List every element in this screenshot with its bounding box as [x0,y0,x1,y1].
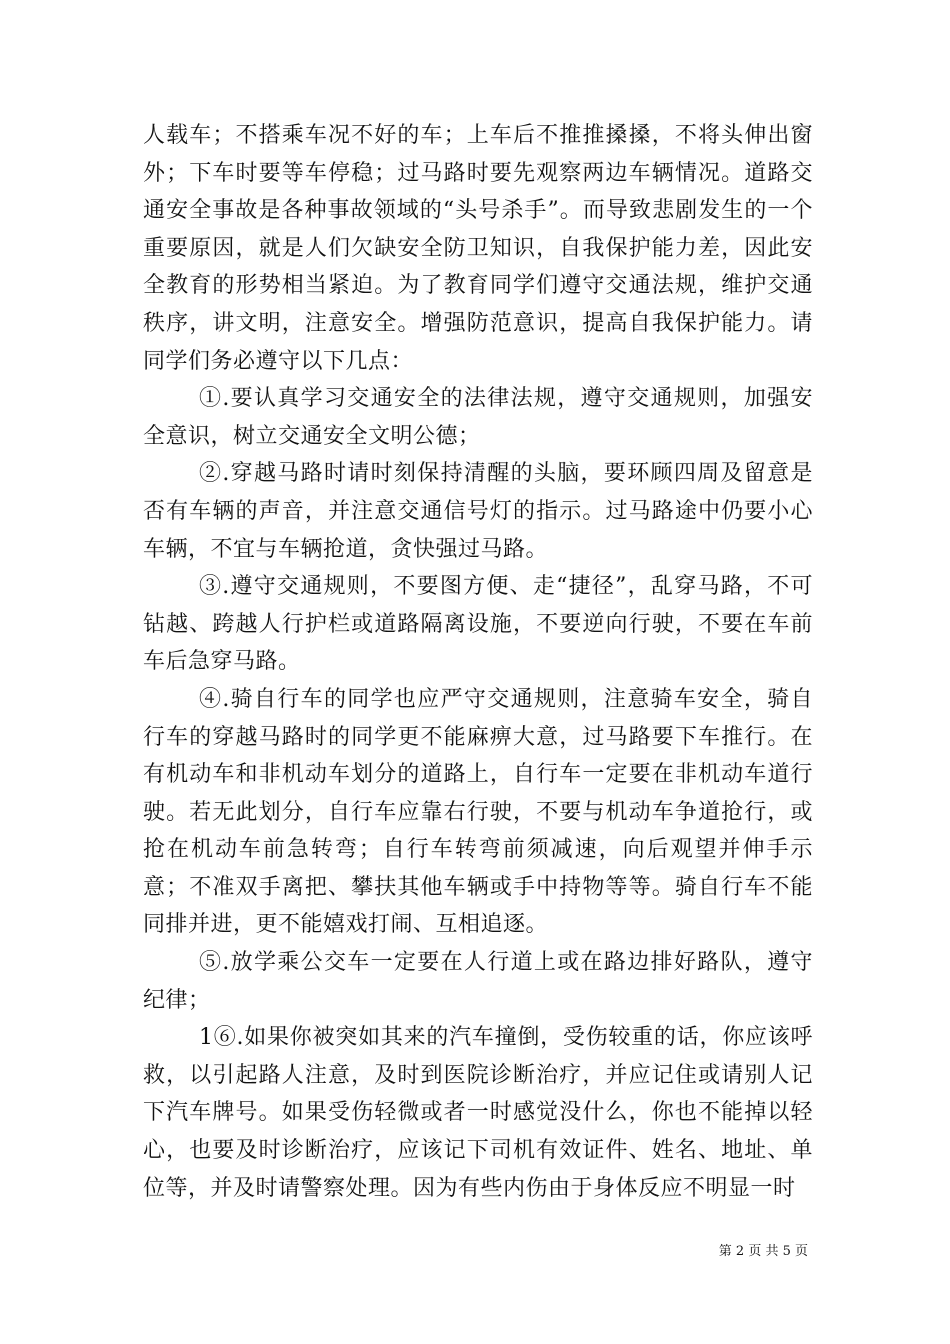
paragraph-point-1: ①.要认真学习交通安全的法律法规，遵守交通规则，加强安全意识，树立交通安全文明公德； [143,386,813,449]
paragraph-intro: 人载车；不搭乘车况不好的车；上车后不推推搡搡，不将头伸出窗外；下车时要等车停稳；过马路时要先观察两边车辆情况。道路交通安全事故是各种事故领域的“头号杀手”。而导致悲剧发生的一个重要原因，就是人们欠缺安全防卫知识，自我保护能力差，因此安全教育的形势相当紧迫。为了教育同学们遵守交通法规，维护交通秩序，讲文明，注意安全。增强防范意识，提高自我保护能力。请同学们务必遵守以下几点： [143,123,813,374]
paragraph-point-2: ②.穿越马路时请时刻保持清醒的头脑，要环顾四周及留意是否有车辆的声音，并注意交通信号灯的指示。过马路途中仍要小心车辆，不宜与车辆抢道，贪快强过马路。 [143,461,813,562]
paragraph-point-6: 1⑥.如果你被突如其来的汽车撞倒，受伤较重的话，你应该呼救，以引起路人注意，及时到医院诊断治疗，并应记住或请别人记下汽车牌号。如果受伤轻微或者一时感觉没什么，你也不能掉以轻心，也要及时诊断治疗，应该记下司机有效证件、姓名、地址、单位等，并及时请警察处理。因为有些内伤由于身体反应不明显一时 [143,1025,813,1201]
page-number-footer: 第 2 页 共 5 页 [718,1244,808,1259]
paragraph-point-5: ⑤.放学乘公交车一定要在人行道上或在路边排好路队，遵守纪律； [143,950,813,1013]
document-body [143,117,813,1207]
paragraph-point-3: ③.遵守交通规则，不要图方便、走“捷径”，乱穿马路，不可钻越、跨越人行护栏或道路隔离设施，不要逆向行驶，不要在车前车后急穿马路。 [143,574,813,675]
paragraph-point-4: ④.骑自行车的同学也应严守交通规则，注意骑车安全，骑自行车的穿越马路时的同学更不能麻痹大意，过马路要下车推行。在有机动车和非机动车划分的道路上，自行车一定要在非机动车道行驶。若无此划分，自行车应靠右行驶，不要与机动车争道抢行，或抢在机动车前急转弯；自行车转弯前须减速，向后观望并伸手示意；不准双手离把、攀扶其他车辆或手中持物等等。骑自行车不能同排并进，更不能嬉戏打闹、互相追逐。 [143,686,813,938]
